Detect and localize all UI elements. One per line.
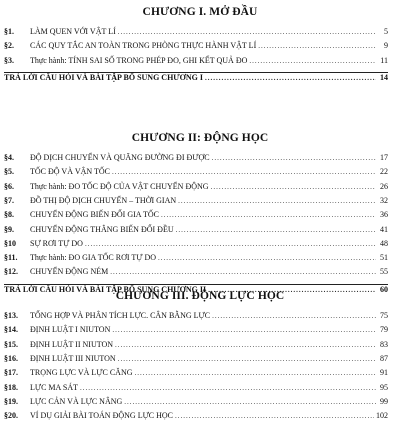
section-title-text: CHUYỂN ĐỘNG BIẾN ĐỔI GIA TỐC — [30, 210, 159, 220]
section-title — [30, 210, 159, 219]
section-number: §8. — [4, 210, 14, 220]
page-number: 95 — [380, 382, 388, 392]
toc-entry[interactable] — [4, 167, 388, 181]
section-number: §3. — [4, 55, 14, 65]
page-number: 22 — [380, 167, 388, 177]
section-title-text: CHUYỂN ĐỘNG NÉM — [30, 267, 109, 277]
dot-leader — [258, 42, 376, 50]
toc-entry[interactable] — [4, 153, 388, 167]
toc-entry[interactable] — [4, 196, 388, 210]
section-title-text: TỐC ĐỘ VÀ VẬN TỐC — [30, 167, 111, 177]
chapter-title: CHƯƠNG I. MỞ ĐẦU — [142, 6, 258, 18]
dot-leader — [158, 254, 376, 262]
section-title — [30, 153, 210, 162]
section-title-text: ĐỊNH LUẬT III NIUTON — [30, 353, 116, 363]
dot-leader — [212, 312, 376, 320]
page-number: 17 — [380, 153, 388, 162]
page-number: 83 — [380, 339, 388, 349]
section-number: §13. — [4, 311, 18, 320]
dot-leader — [178, 197, 376, 205]
section-number: §11. — [4, 253, 18, 263]
section-title — [30, 167, 110, 176]
toc-entry[interactable] — [4, 239, 388, 253]
section-number: §10 — [4, 238, 16, 248]
dot-leader — [118, 355, 376, 363]
section-number: §19. — [4, 396, 18, 406]
page-number: 55 — [380, 267, 388, 277]
section-number: §6. — [4, 181, 14, 191]
section-prefix: Thực hành: — [30, 253, 69, 263]
section-number: §14. — [4, 325, 18, 335]
section-title-text: LỰC MA SÁT — [30, 382, 78, 392]
dot-leader — [175, 412, 374, 420]
page-number: 51 — [380, 253, 388, 263]
section-title-text: ĐỊNH LUẬT II NIUTON — [30, 339, 114, 349]
section-title — [30, 354, 116, 363]
section-title — [30, 56, 247, 65]
page-number: 91 — [380, 368, 388, 378]
section-number: §20. — [4, 411, 18, 421]
toc-entry[interactable] — [4, 27, 388, 41]
toc-entry[interactable] — [4, 41, 388, 55]
dot-leader — [85, 240, 376, 248]
section-prefix: Thực hành: — [30, 181, 69, 191]
page-number: 9 — [384, 41, 388, 51]
dot-leader — [115, 341, 376, 349]
toc-entry[interactable] — [4, 397, 388, 411]
page-number: 32 — [380, 195, 388, 205]
section-title-text: TÍNH SAI SỐ TRONG PHÉP ĐO, GHI KẾT QUẢ ĐO — [68, 55, 248, 65]
summary-entry[interactable] — [4, 73, 388, 87]
section-title-text: ĐỊNH LUẬT I NIUTON — [30, 325, 111, 335]
section-title — [30, 411, 173, 420]
section-title — [30, 225, 174, 234]
section-prefix: Thực hành: — [30, 55, 69, 65]
dot-leader — [80, 384, 376, 392]
section-number: §15. — [4, 339, 18, 349]
page-number: 75 — [380, 311, 388, 320]
page-number: 36 — [380, 210, 388, 220]
toc-entry[interactable] — [4, 267, 388, 281]
page-number: 102 — [376, 411, 388, 421]
section-title — [30, 267, 108, 276]
section-title-text: ĐỘ DỊCH CHUYỂN VÀ QUÃNG ĐƯỜNG ĐI ĐƯỢC — [30, 153, 210, 162]
toc-entry[interactable] — [4, 411, 388, 425]
page-number: 60 — [380, 284, 388, 294]
section-title — [30, 41, 256, 50]
dot-leader — [112, 168, 376, 176]
section-number: §1. — [4, 27, 14, 36]
section-title — [30, 397, 122, 406]
chapter-title: CHƯƠNG II: ĐỘNG HỌC — [131, 132, 269, 144]
page-number: 11 — [380, 55, 388, 65]
section-title — [30, 182, 209, 191]
dot-leader — [205, 74, 376, 82]
toc-entry[interactable] — [4, 182, 388, 196]
toc-entry[interactable] — [4, 210, 388, 224]
section-number: §7. — [4, 195, 14, 205]
section-title — [30, 27, 116, 36]
page-number: 87 — [380, 353, 388, 363]
section-title-text: SỰ RƠI TỰ DO — [30, 238, 83, 248]
section-title-text: LÀM QUEN VỚI VẬT LÍ — [30, 27, 116, 36]
section-title — [30, 383, 78, 392]
chapter-title: CHƯƠNG III. ĐỘNG LỰC HỌC — [115, 290, 285, 302]
section-title — [30, 253, 156, 262]
section-title-text: TRỌNG LỰC VÀ LỰC CĂNG — [30, 368, 133, 378]
toc-entry[interactable] — [4, 354, 388, 368]
page-number: 99 — [380, 396, 388, 406]
section-title-text: CÁC QUY TẮC AN TOÀN TRONG PHÒNG THỰC HÀNH VẬT LÍ — [30, 41, 257, 51]
toc-entry[interactable] — [4, 325, 388, 339]
dot-leader — [249, 57, 376, 65]
section-title — [30, 196, 176, 205]
toc-entry[interactable] — [4, 368, 388, 382]
toc-entry[interactable] — [4, 340, 388, 354]
page-number: 26 — [380, 181, 388, 191]
toc-entry[interactable] — [4, 311, 388, 325]
section-title-text: ĐO TỐC ĐỘ CỦA VẬT CHUYỂN ĐỘNG — [68, 181, 209, 191]
section-title — [30, 325, 110, 334]
toc-entry[interactable] — [4, 56, 388, 70]
section-number: §4. — [4, 153, 14, 162]
dot-leader — [161, 211, 376, 219]
section-title — [30, 340, 113, 349]
section-title — [30, 239, 83, 248]
page-number: 14 — [380, 72, 388, 82]
section-title — [30, 311, 210, 320]
dot-leader — [110, 268, 376, 276]
section-number: §9. — [4, 224, 14, 234]
dot-leader — [176, 226, 376, 234]
dot-leader — [135, 369, 377, 377]
page-number: 41 — [380, 224, 388, 234]
dot-leader — [118, 28, 376, 36]
section-title-text: VÍ DỤ GIẢI BÀI TOÁN ĐỘNG LỰC HỌC — [30, 411, 174, 421]
section-number: §16. — [4, 353, 18, 363]
toc-entry[interactable] — [4, 253, 388, 267]
section-title — [30, 368, 133, 377]
page-number: 5 — [384, 27, 388, 36]
section-number: §5. — [4, 167, 14, 177]
page-number: 79 — [380, 325, 388, 335]
dot-leader — [112, 326, 376, 334]
section-number: §12. — [4, 267, 18, 277]
section-title-text: LỰC CẢN VÀ LỰC NÂNG — [30, 396, 123, 406]
toc-entry[interactable] — [4, 225, 388, 239]
section-number: §18. — [4, 382, 18, 392]
summary-title: TRẢ LỜI CÂU HỎI VÀ BÀI TẬP BỔ SUNG CHƯƠNG II — [4, 284, 207, 294]
section-number: §2. — [4, 41, 14, 51]
dot-leader — [212, 154, 376, 162]
page-number: 48 — [380, 238, 388, 248]
section-title-text: TỔNG HỢP VÀ PHÂN TÍCH LỰC. CÂN BẰNG LỰC — [30, 311, 211, 320]
section-title-text: ĐỒ THỊ ĐỘ DỊCH CHUYỂN – THỜI GIAN — [30, 195, 177, 205]
summary-title: TRẢ LỜI CÂU HỎI VÀ BÀI TẬP BỔ SUNG CHƯƠNG I — [4, 72, 203, 82]
dot-leader — [124, 398, 376, 406]
section-title-text: CHUYỂN ĐỘNG THẲNG BIẾN ĐỔI ĐỀU — [30, 224, 174, 234]
toc-entry[interactable] — [4, 383, 388, 397]
dot-leader — [211, 183, 376, 191]
section-number: §17. — [4, 368, 18, 378]
section-title-text: ĐO GIA TỐC RƠI TỰ DO — [68, 253, 157, 263]
